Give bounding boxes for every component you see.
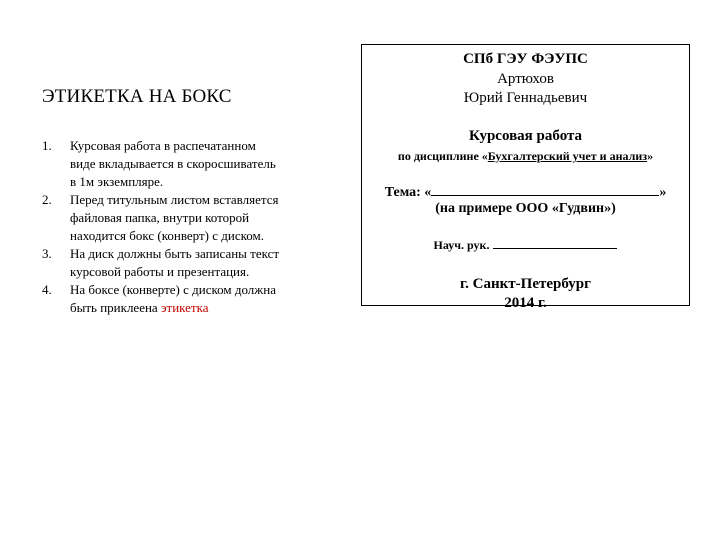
theme-prefix: Тема: « [384, 185, 432, 200]
label-city: г. Санкт-Петербург [460, 276, 591, 292]
discipline-prefix: по дисциплине « [397, 149, 488, 163]
theme-suffix: » [659, 185, 667, 200]
instructions-list [42, 137, 282, 317]
list-item-text: На диск должны быть записаны текст курсовой работы и презентация. [70, 246, 280, 279]
label-discipline [362, 149, 689, 164]
advisor-label: Науч. рук. [433, 238, 490, 252]
discipline-name: Бухгалтерский учет и анализ [487, 149, 648, 163]
list-item [42, 281, 282, 317]
list-item-number: 1. [42, 138, 52, 153]
page-heading: ЭТИКЕТКА НА БОКС [42, 86, 232, 107]
advisor-blank-line [493, 237, 617, 249]
list-item-number: 4. [42, 282, 52, 297]
label-work-type: Курсовая работа [468, 128, 583, 144]
label-year: 2014 г. [504, 295, 547, 311]
list-item-number: 3. [42, 246, 52, 261]
list-item-text: На боксе (конверте) с диском должна быть приклеена [70, 282, 276, 315]
label-given-names: Юрий Геннадьевич [463, 90, 588, 106]
list-item [42, 137, 282, 191]
label-advisor [362, 237, 689, 253]
list-item [42, 245, 282, 281]
list-item-text: Курсовая работа в распечатанном виде вкладывается в скоросшиватель в 1м экземпляре. [70, 138, 276, 189]
list-item [42, 191, 282, 245]
box-label-sample [361, 44, 690, 311]
label-organization: СПб ГЭУ ФЭУПС [463, 51, 588, 67]
theme-blank-line [431, 182, 659, 196]
label-surname: Артюхов [497, 71, 554, 87]
label-highlight-word: этикетка [160, 300, 209, 315]
list-item-text: Перед титульным листом вставляется файловая папка, внутри которой находится бокс (конверт) с диском. [70, 192, 279, 243]
list-item-number: 2. [42, 192, 52, 207]
discipline-suffix: » [647, 149, 654, 163]
label-example: (на примере ООО «Гудвин») [435, 201, 616, 216]
label-theme [362, 182, 689, 201]
